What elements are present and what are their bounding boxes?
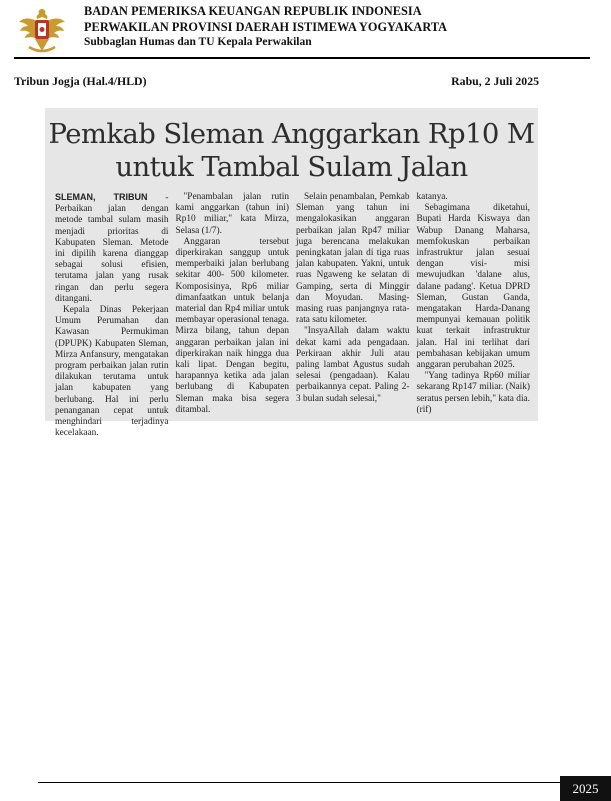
header-divider [14,57,590,59]
paragraph: "InsyaAllah dalam waktu dekat kami ada pengadaan. Perkiraan akhir Juli atau paling lambat Agustus sudah selesai (pengadaan). Kalau perbaikannya cepat. Paling 2-3 bulan sudah selesai," [296,326,410,404]
article-column-2 [176,192,290,417]
paragraph: Anggaran tersebut diperkirakan sanggup untuk memperbaiki jalan berlubang sekitar 400- 500 kilometer. Komposisinya, Rp6 miliar dimanfaatkan untuk belanja material dan Rp4 miliar untuk membayar operasional tenaga. Mirza bilang, tahun depan anggaran perbaikan jalan ini diperkirakan naik hingga dua kali lipat. Dengan begitu, harapannya ketika ada jalan berlubang di Kabupaten Sleman maka bisa segera ditambal. [175,236,289,415]
org-branch-line: PERWAKILAN PROVINSI DAERAH ISTIMEWA YOGYAKARTA [84,19,448,34]
publication-source: Tribun Jogja (Hal.4/HLD) [14,74,147,88]
paragraph: Sebagimana diketahui, Bupati Harda Kiswaya dan Wabup Danang Maharsa, memfokuskan perbaikan infrastruktur jalan sesuai dengan visi- misi mewujudkan 'dalane alus, dalane padang'. Ketua DPRD Sleman, Gustan Ganda, mengatakan Harda-Danang mempunyai kemauan politik kuat terkait infrastruktur jalan. Hal ini terlihat dari pembahasan kebijakan umum anggaran perubahan 2025. [416,203,530,371]
org-division-line: Subbaglan Humas dan TU Kepala Perwakilan [84,36,312,48]
organization-header [84,4,447,51]
paragraph-text: - Perbaikan jalan dengan metode tambal sulam masih menjadi prioritas di Kabupaten Sleman. Metode ini dipilih karena dianggap sebagai solusi efisien, terutama jalan yang rusak ringan dan perlu segera ditangani. [55,193,169,304]
footer-year-badge: 2025 [560,776,611,801]
paragraph: Selain penambalan, Pemkab Sleman yang tahun ini mengalokasikan anggaran perbaikan jalan Rp47 miliar juga berencana melakukan peningkatan jalan di tiga ruas jalan kabupaten. Yakni, untuk ruas Ngaweng ke selatan di Gamping, serta di Minggir dan Moyudan. Masing-masing ruas panjangnya rata-rata satu kilometer. [296,192,410,326]
article-column-4 [417,192,531,417]
garuda-emblem-icon [17,3,67,55]
paragraph: Kepala Dinas Pekerjaan Umum Perumahan dan Kawasan Permukiman (DPUPK) Kabupaten Sleman, Mirza Anfansury, mengatakan program perbaikan jalan rutin dilakukan terutama untuk jalan kabupaten yang berlubang. Hal ini perlu penanganan cepat untuk menghindari terjadinya kecelakaan. [55,305,169,439]
paragraph: "Yang tadinya Rp60 miliar sekarang Rp147 miliar. (Naik) seratus persen lebih," kata dia. (rif) [416,371,530,415]
publication-date: Rabu, 2 Juli 2025 [451,74,539,88]
paragraph [55,192,169,305]
headline-line: Pemkab Sleman Anggarkan Rp10 M [48,118,535,150]
headline-line: untuk Tambal Sulam Jalan [115,151,468,183]
paragraph: "Penambalan jalan rutin kami anggarkan (tahun ini) Rp10 miliar," kata Mirza, Selasa (1/7). [175,192,289,236]
newspaper-clipping [45,108,538,439]
article-column-1 [55,192,169,439]
footer-divider [38,782,560,783]
article-dateline: SLEMAN, TRIBUN [55,192,148,202]
article-headline [45,118,538,184]
paragraph: katanya. [416,192,448,202]
article-body [55,192,530,439]
org-name-line: BADAN PEMERIKSA KEUANGAN REPUBLIK INDONESIA [84,4,422,18]
article-column-3 [296,192,410,417]
